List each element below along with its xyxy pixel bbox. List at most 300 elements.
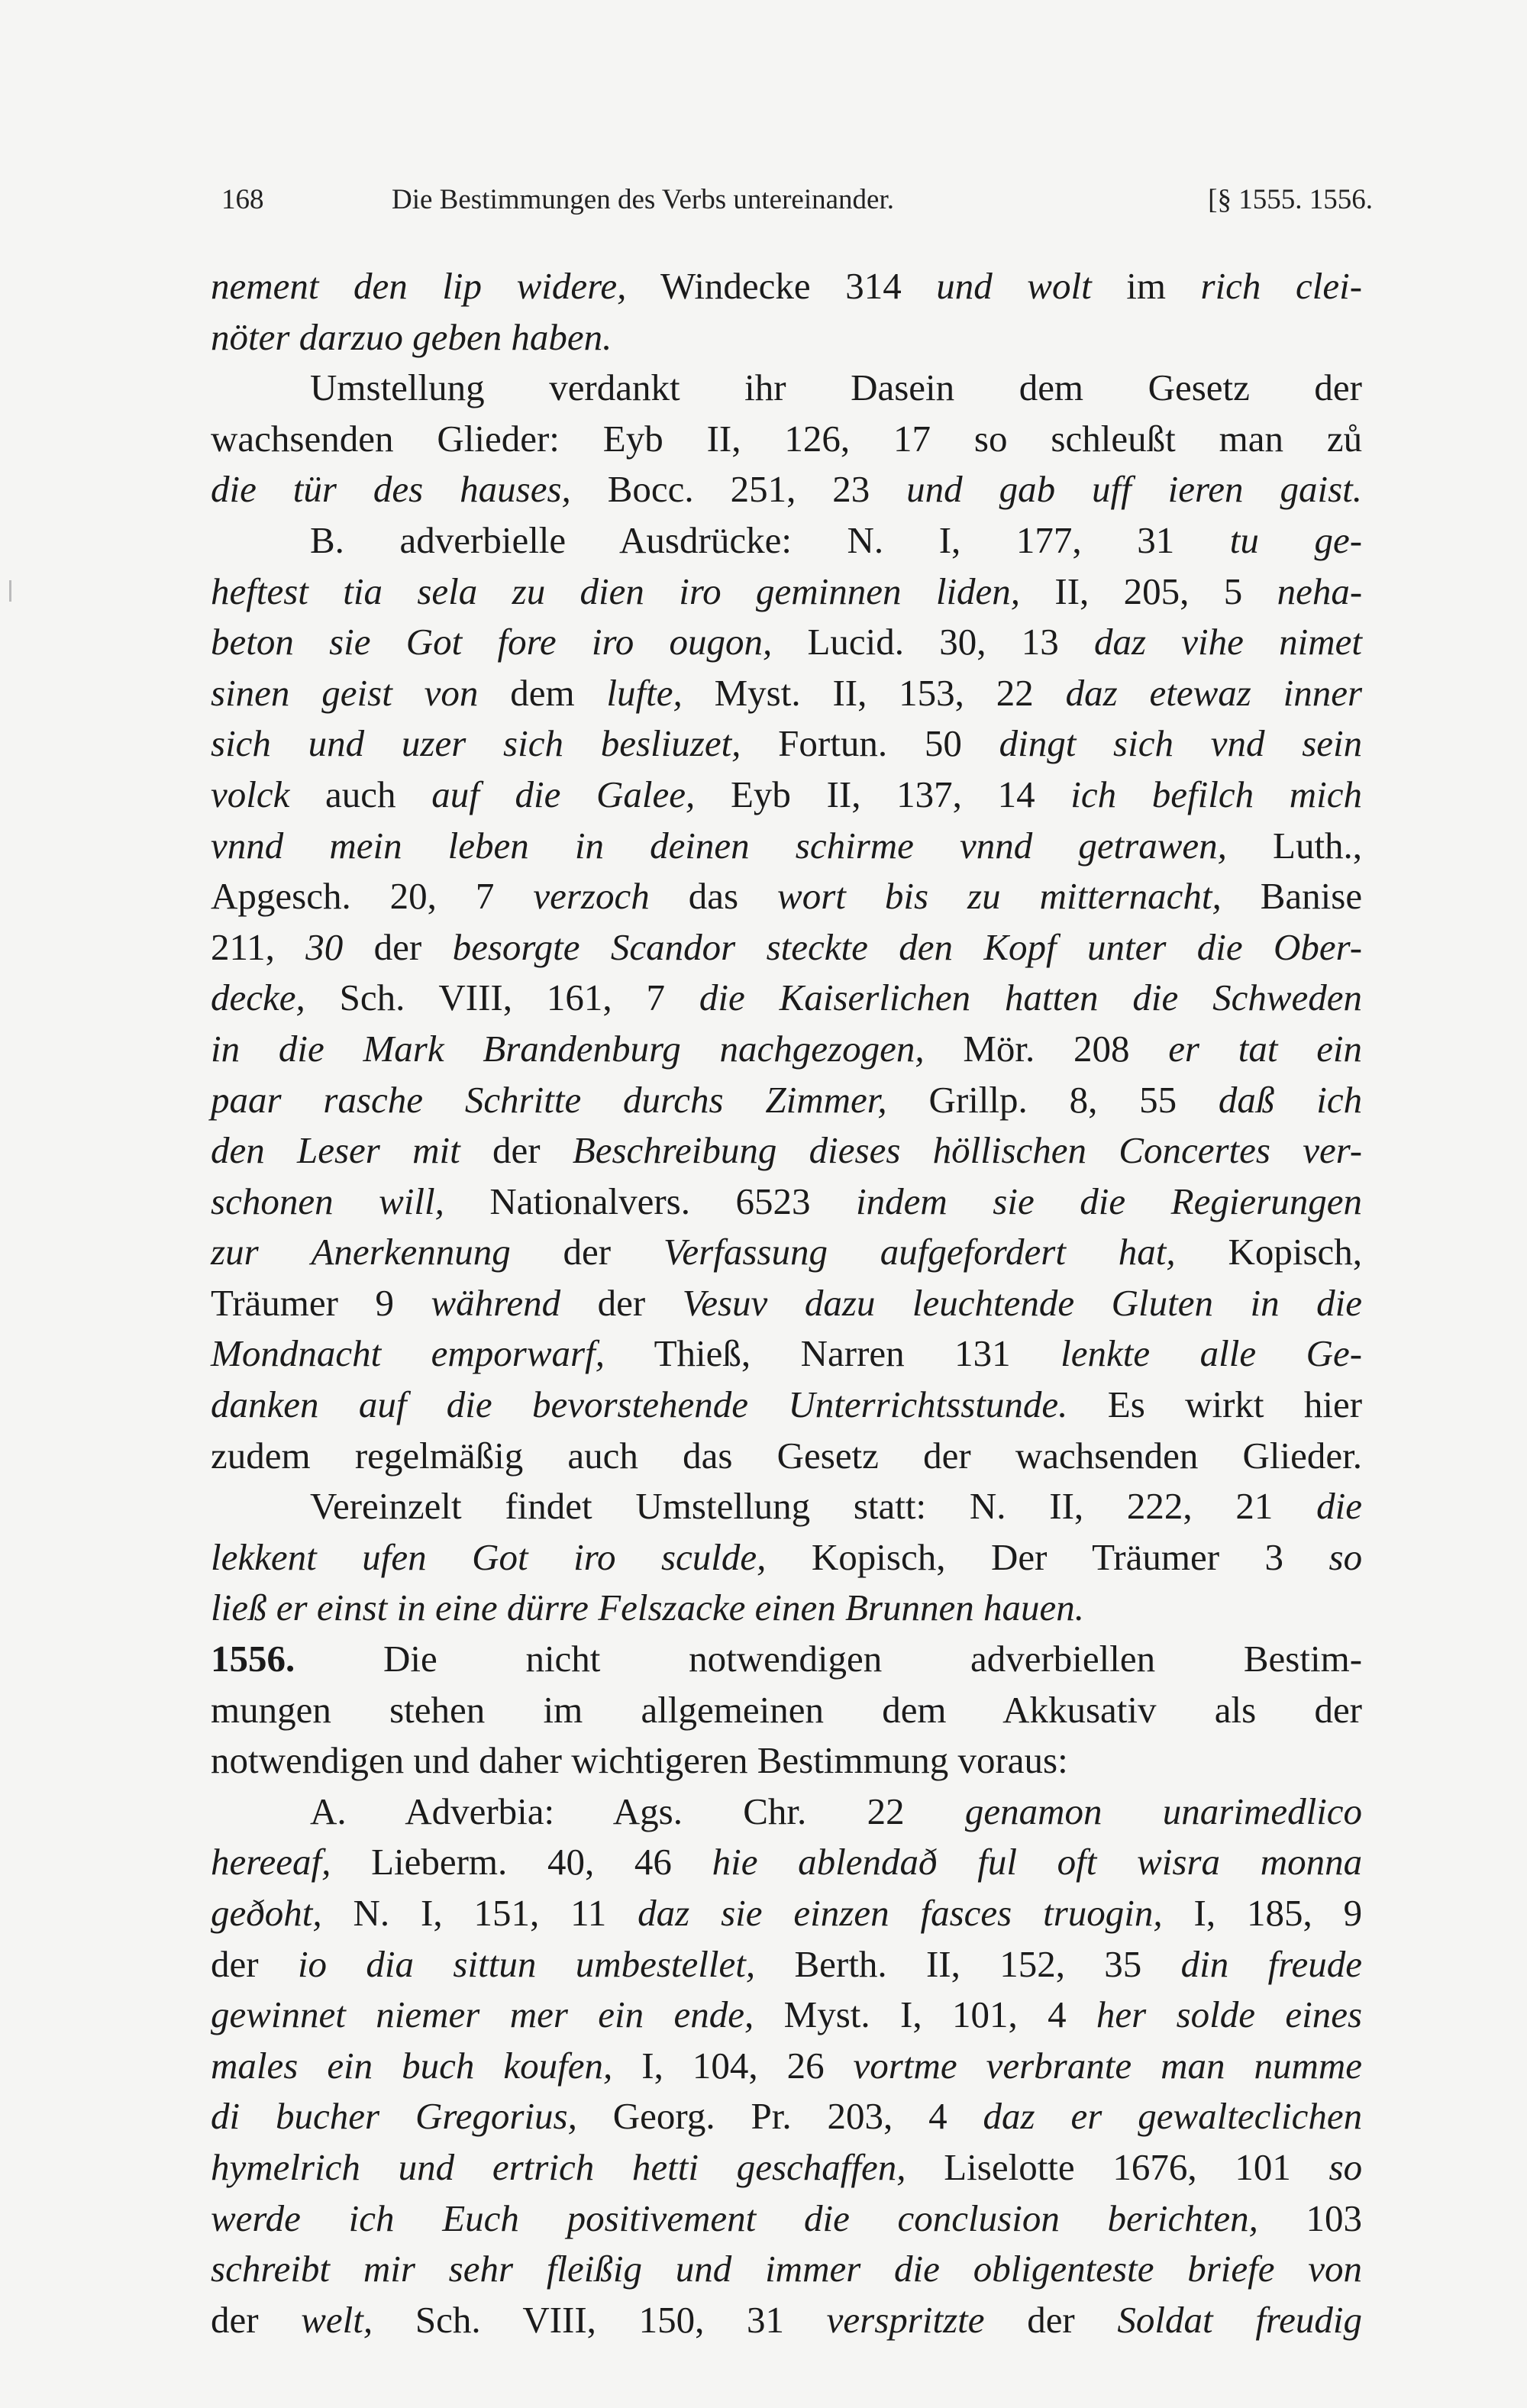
word: Apgesch. [211,875,351,918]
word: Träumer [1092,1535,1220,1578]
word: emporwarf, [431,1332,605,1375]
word: wachsenden [1015,1434,1199,1477]
word: eines [1285,1993,1363,2036]
word: 46 [634,1841,672,1883]
word: freudig [1255,2298,1363,2341]
word: verspritzte [826,2298,985,2341]
word: während [431,1281,561,1324]
text-line [211,312,1362,363]
word: sinen [211,671,290,714]
word: in [574,824,604,867]
word: iro [591,621,634,663]
word: fleißig [546,2248,643,2290]
word: schreibt [211,2248,331,2290]
word: das [683,1434,733,1477]
word: Umstellung [310,366,485,409]
word: zur [211,1231,259,1273]
word: Myst. [714,671,801,714]
word: und [398,2145,455,2188]
word: der [373,925,422,968]
word: volck [211,773,290,815]
word: die [699,976,745,1019]
word: verbrante [986,2044,1132,2087]
word: die [515,773,561,815]
word: Sch. [339,976,405,1019]
word: monna [1260,1841,1363,1883]
word: Got [472,1535,528,1578]
word: Unterrichtsstunde. [788,1383,1068,1426]
word: niemer [376,1993,480,2036]
main-text [211,261,1362,2345]
word: inner [1283,671,1363,714]
word: Kopisch, [1228,1231,1363,1273]
word: lip [442,265,483,307]
word: der [1314,1688,1363,1731]
word: die [803,2197,850,2239]
word: findet [505,1485,592,1528]
word: 103 [1306,2197,1363,2239]
word: die [446,1383,492,1426]
text-line [211,922,1362,973]
margin-mark [9,580,11,602]
word: 205, [1123,570,1190,612]
word: Umstellung [635,1485,811,1528]
word: in [396,1587,426,1629]
word: notwendigen [689,1638,883,1680]
word: das [688,875,739,918]
word: verdankt [549,366,680,409]
word: sein [1302,722,1363,765]
word: Bestimmung [757,1739,949,1782]
word: 5 [1223,570,1243,612]
word: 6523 [735,1180,811,1222]
word: uff [1092,468,1132,511]
word: Zimmer, [765,1078,887,1121]
word: obligenteste [973,2248,1154,2290]
word: Beschreibung [572,1129,777,1172]
word: Soldat [1117,2298,1213,2341]
word: darzuo [299,315,403,358]
word: numme [1254,2044,1362,2087]
word: 222, [1126,1485,1193,1528]
text-line [211,515,1362,566]
word: II, [706,417,741,460]
word: 50 [924,722,962,765]
word: deinen [650,824,750,867]
word: Concertes [1119,1129,1270,1172]
word: ende, [673,1993,754,2036]
word: 20, [389,875,437,918]
word: etewaz [1149,671,1251,714]
text-line [211,414,1362,465]
word: Gesetz [1148,366,1250,409]
text-line [211,1735,1362,1787]
word: 153, [899,671,964,714]
word: schleußt [1051,417,1176,460]
word: 314 [845,265,902,307]
text-line [211,821,1362,872]
text-line [211,668,1362,719]
word: Galee, [596,773,696,815]
word: rich [1200,265,1261,307]
word: zudem [211,1434,311,1477]
word: man [1219,417,1283,460]
word: hereeaf, [211,1841,331,1883]
word: die [894,2248,940,2290]
word: II, [1054,570,1090,612]
word: sela [417,570,478,612]
word: auch [567,1434,638,1477]
word: gab [999,468,1056,511]
word: Vereinzelt [310,1485,462,1528]
word: Die [383,1638,437,1680]
text-line [211,718,1362,770]
word: mitternacht, [1039,875,1222,918]
word: 101 [1235,2145,1291,2188]
text-line [211,2193,1362,2245]
word: 55 [1139,1078,1177,1121]
word: Verfassung [663,1231,828,1273]
word: hat, [1118,1231,1176,1273]
word: hie [712,1841,758,1883]
word: die [1316,1485,1363,1528]
text-line [211,2041,1362,2092]
word: dingt [999,722,1077,765]
word: II, [832,671,867,714]
word: ihr [744,366,786,409]
word: und [308,722,365,765]
word: N. [353,1892,390,1934]
word: 1676, [1112,2145,1197,2188]
word: bevorstehende [531,1383,748,1426]
word: die [1196,925,1243,968]
word: alle [1199,1332,1257,1375]
word: hymelrich [211,2145,360,2188]
word: den [211,1129,265,1172]
word: Berth. [794,1942,887,1985]
word: durchs [623,1078,724,1121]
word: der [923,1434,971,1477]
text-line [211,1125,1362,1177]
word: genamon [964,1790,1102,1832]
word: VIII, [522,2298,596,2341]
word: der [563,1231,612,1273]
word: tu [1229,518,1259,561]
word: iro [573,1535,616,1578]
text-line [211,1939,1362,1990]
word: fore [497,621,557,663]
word: 40, [547,1841,595,1883]
word: immer [765,2248,861,2290]
word: mich [1289,773,1363,815]
word: dem [1019,366,1084,409]
word: Anerkennung [311,1231,511,1273]
word: Mondnacht [211,1332,382,1375]
word: vnnd [959,824,1033,867]
word: der [211,1942,259,1985]
word: in [211,1027,241,1070]
text-line [211,1787,1362,1838]
word: wort [777,875,846,918]
word: als [1214,1688,1257,1731]
word: 131 [954,1332,1011,1375]
word: her [1096,1993,1147,2036]
word: nement [211,265,319,307]
word: und [675,2248,732,2290]
word: man [1161,2044,1225,2087]
word: 137, [896,773,962,815]
word: er [1070,2095,1102,2138]
word: Mark [363,1027,444,1070]
word: zu [512,570,546,612]
word: fasces [920,1892,1012,1934]
word: Es [1107,1383,1145,1426]
word: Georg. [612,2095,715,2138]
word: Fortun. [778,722,888,765]
word: ich [1070,773,1117,815]
word: io [297,1942,328,1985]
word: mit [412,1129,460,1172]
text-line [211,464,1362,515]
text-line [211,1532,1362,1583]
word: nachgezogen, [719,1027,925,1070]
word: nöter [211,315,290,358]
word: positivement [567,2197,757,2239]
word: sittun [453,1942,537,1985]
word: wisra [1137,1841,1221,1883]
text-line [211,871,1362,922]
word: 7 [646,976,666,1019]
word: Lucid. [807,621,905,663]
word: 22 [867,1790,905,1832]
word: tat [1238,1027,1278,1070]
word: 211, [211,925,275,968]
word: leuchtende [912,1281,1075,1324]
word: I, [900,1993,922,2036]
word: umbestellet, [575,1942,756,1985]
word: statt: [853,1485,927,1528]
word: und [906,468,963,511]
word: wolt [1027,265,1092,307]
word: die [1080,1180,1126,1222]
word: 4 [1048,1993,1067,2036]
word: Thieß, [654,1332,751,1375]
word: indem [856,1180,948,1222]
word: ließ [211,1587,267,1629]
word: 11 [570,1892,607,1934]
word: solde [1176,1993,1256,2036]
word: Ge- [1306,1332,1363,1375]
word: 177, [1015,518,1082,561]
text-line [211,2091,1362,2142]
text-line [211,1278,1362,1329]
word: die [211,468,257,511]
word: gewinnet [211,1993,346,2036]
word: Luth., [1273,824,1363,867]
word: N. [969,1485,1006,1528]
word: einst [316,1587,388,1629]
word: so [973,417,1008,460]
word: getrawen, [1078,824,1227,867]
word: tia [343,570,383,612]
word: der [211,2298,259,2341]
word: in [1250,1281,1280,1324]
word: mer [509,1993,568,2036]
word: paar [211,1078,282,1121]
word: A. [310,1790,347,1832]
word: widere, [516,265,627,307]
word: conclusion [897,2197,1060,2239]
word: dem [882,1688,947,1731]
word: 1556. [211,1638,295,1680]
word: VIII, [438,976,512,1019]
word: ich [348,2197,395,2239]
word: eine [434,1587,498,1629]
word: der [1027,2298,1075,2341]
word: dem [510,671,575,714]
word: Leser [296,1129,380,1172]
word: hauses, [460,468,571,511]
word: ein [327,2044,373,2087]
word: stehen [389,1688,486,1731]
word: 126, [784,417,851,460]
word: Liselotte [944,2145,1075,2188]
word: den [899,925,953,968]
word: tür [292,468,337,511]
text-line [211,1328,1362,1380]
word: haben. [511,315,612,358]
word: II, [826,773,861,815]
word: steckte [766,925,868,968]
word: daß [1218,1078,1275,1121]
word: Dasein [851,366,955,409]
word: dien [579,570,644,612]
text-line [211,1583,1362,1634]
word: der [1314,366,1362,409]
word: Myst. [783,1993,870,2036]
word: 22 [996,671,1034,714]
word: zů [1326,417,1363,460]
word: daz [638,1892,690,1934]
word: vihe [1181,621,1244,663]
word: zu [967,875,1001,918]
word: ver- [1303,1129,1363,1172]
word: Gesetz [776,1434,879,1477]
word: der [492,1129,541,1172]
word: mir [363,2248,415,2290]
word: adverbielle [399,518,567,561]
word: 251, [730,468,796,511]
word: besliuzet, [600,722,741,765]
word: Bocc. [607,468,694,511]
word: dieses [809,1129,901,1172]
word: Mör. [963,1027,1035,1070]
word: Bestim- [1243,1638,1363,1680]
word: Träumer [211,1281,338,1324]
word: oft [1057,1841,1097,1883]
word: heftest [211,570,308,612]
word: Regierungen [1170,1180,1362,1222]
word: Pr. [751,2095,792,2138]
text-line [211,1481,1362,1532]
word: buch [402,2044,475,2087]
word: auf [358,1383,407,1426]
word: wachsenden [211,417,394,460]
word: 9 [1343,1892,1363,1934]
word: daher [479,1739,562,1782]
word: B. [310,518,344,561]
word: dazu [804,1281,876,1324]
word: ertrich [492,2145,595,2188]
word: males [211,2044,299,2087]
word: 150, [638,2298,705,2341]
word: iro [679,570,722,612]
word: Eyb [602,417,663,460]
word: geðoht, [211,1892,322,1934]
word: I, [938,518,961,561]
word: einzen [793,1892,889,1934]
word: die [1316,1281,1362,1324]
word: nicht [525,1638,601,1680]
word: beton [211,621,294,663]
word: II, [1049,1485,1084,1528]
text-line [211,2142,1362,2193]
word: allgemeinen [641,1688,824,1731]
word: 17 [893,417,931,460]
word: Scandor [610,925,736,968]
word: Ober- [1274,925,1363,968]
word: schirme [795,824,914,867]
word: ein [1316,1027,1363,1070]
word: 31 [747,2298,784,2341]
word: mein [329,824,402,867]
word: regelmäßig [354,1434,524,1477]
word: dürre [506,1587,589,1629]
word: wichtigeren [571,1739,748,1782]
word: Vesuv [682,1281,768,1324]
word: I, [1193,1892,1216,1934]
word: einen [754,1587,836,1629]
word: uzer [401,722,466,765]
word: daz [1065,671,1118,714]
text-line [211,1380,1362,1431]
word: hetti [631,2145,699,2188]
word: und [413,1739,470,1782]
word: 23 [832,468,870,511]
word: 151, [473,1892,540,1934]
text-line [211,566,1362,618]
text-line [211,1837,1362,1888]
word: sculde, [660,1535,767,1578]
word: berichten, [1107,2197,1258,2239]
word: Felszacke [598,1587,746,1629]
word: 31 [1137,518,1175,561]
word: 3 [1264,1535,1284,1578]
word: bis [884,875,929,918]
word: ein [598,1993,644,2036]
word: lekkent [211,1535,317,1578]
word: 8, [1069,1078,1098,1121]
word: daz [1093,621,1147,663]
word: Grillp. [928,1078,1028,1121]
text-line [211,2244,1362,2295]
word: sehr [448,2248,514,2290]
word: 13 [1021,621,1059,663]
word: freude [1267,1942,1363,1985]
word: 26 [786,2044,825,2087]
word: Narren [800,1332,905,1375]
word: die [278,1027,324,1070]
